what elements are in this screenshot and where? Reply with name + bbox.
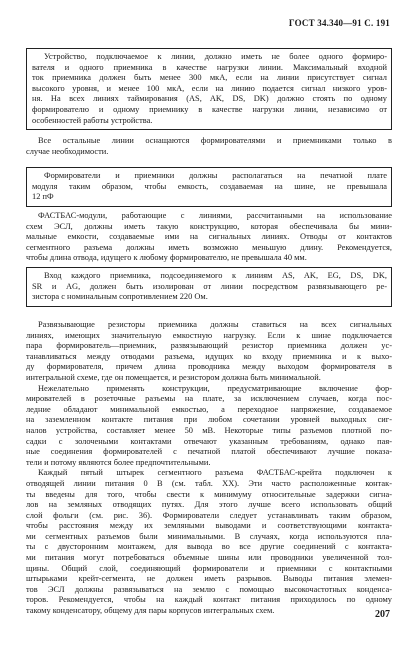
text-line: Вход каждого приемника, подсоединяемого к линиям AS, AK, EG, DS, DK,	[44, 271, 387, 280]
text-line: Устройство, подключаемое к линии, должно иметь не более одного формиро-	[44, 52, 387, 61]
text-line: случае необходимости.	[26, 146, 109, 156]
text-line: мирователей в розеточные разъемы на плате, за исключением случаев, когда пос-	[26, 394, 392, 404]
text-line: налов устройства, составляет менее 50 мВ. Некоторые типы разъемов плотной по-	[26, 425, 392, 435]
page-header: ГОСТ 34.340—91 С. 191	[288, 18, 390, 28]
text-line: линиях, имеющих значительную емкостную нагрузку. Если к шине подключается	[26, 330, 392, 340]
text-line: такому конденсатору, общему для пары корпусов интегральных схем.	[26, 606, 275, 616]
page-number: 207	[375, 609, 390, 620]
text-line: пара формирователь—приемник, развязывающий резистор приемника должен ус-	[26, 341, 392, 351]
boxed-requirement-2	[26, 167, 392, 207]
text-line: высокого уровня, и менее 100 мкА, если на линию подается сигнал низкого уров-	[32, 83, 387, 93]
text-line: слой фольги (см. рис. 36). Формирователи следует устанавливать таким образом,	[26, 510, 392, 520]
text-line: Развязывающие резисторы приемника должны ставиться на всех сигнальных	[38, 320, 392, 329]
text-line: ты с двусторонним монтажем, для вывода во все другие соединений с контакта-	[26, 542, 392, 552]
text-line: тели и потому являются более предпочтительными.	[26, 457, 211, 467]
paragraph-other-lines	[26, 136, 392, 157]
text-line: ледние обладают минимальной емкостью, а переходное напряжение, создаваемое	[26, 404, 392, 414]
boxed-requirement-1	[26, 48, 392, 130]
text-line: ФАСТБАС-модули, работающие с линиями, рассчитанными на использование	[38, 211, 392, 220]
boxed-requirement-3	[26, 267, 392, 307]
text-line: особенностей работы устройства.	[32, 115, 153, 125]
text-line: тов ЭСЛ должны развязываться на землю с помощью высокочастотных конденса-	[26, 584, 392, 594]
text-line: модуля таким образом, чтобы емкость, создаваемая на шине, не превышала	[32, 181, 387, 191]
text-line: ты введены для того, чтобы свести к минимуму относительные задержки сигна-	[26, 489, 392, 499]
paragraph-fastbus-modules	[26, 211, 392, 264]
text-line: ток приемника должен быть менее 300 мкА, если на линии присутствует сигнал	[32, 73, 387, 83]
text-line: чтобы длина отвода, идущего к любому формирователю, не превышала 40 мм.	[26, 253, 307, 263]
paragraph-resistors-and-grounding	[26, 320, 392, 617]
text-line: ду формирователя, причем длина проводника между выходом формирователя в	[26, 362, 392, 372]
text-line: ня. На всех линиях таймирования (AS, AK, DS, DK) должно стоять по одному	[32, 94, 387, 104]
text-line: интегральной схеме, где он помещается, и резистором должна быть минимальной.	[26, 372, 321, 382]
text-line: Каждый пятый штырек сегментного разъема ФАСТБАС-крейта подключен к	[38, 468, 392, 478]
text-line: Нежелательно применять конструкции, предусматривающие включение фор-	[38, 383, 392, 393]
text-line: отводящей линии питания 0 В (см. табл. XX). Эти часто расположенные контак-	[26, 478, 392, 488]
text-line: лов на земляных отводящих путях. Для этого лучше всего использовать общий	[26, 500, 392, 510]
text-line: сегментного разъема должны иметь возможно меньшую длину. Рекомендуется,	[26, 242, 392, 252]
text-line: зистора с номинальным сопротивлением 220 Ом.	[32, 292, 208, 302]
text-line: 12 пФ	[32, 192, 54, 202]
text-line: торов. Рекомендуется, чтобы на каждый контакт питания приходилось по одному	[26, 595, 392, 605]
text-line: ми сегментных разъемов были минимальными. В случаях, когда используются пла-	[26, 531, 392, 541]
text-line: Формирователи и приемники должны располагаться на печатной плате	[44, 171, 387, 180]
text-line: мальные емкости, создаваемые ими на сигнальных линиях. Отводы от контактов	[26, 232, 392, 242]
text-line: ные соединения формирователей с печатной платой обеспечивают лучшие показа-	[26, 447, 392, 457]
text-line: садки с золочеными контактами отвечают указанным требованиям, однако пая-	[26, 436, 392, 446]
text-line: формирователю и одному приемнику в качестве нагрузки линии, независимо от	[32, 104, 387, 114]
text-line: танавливаться между отводами разъема, идущих ко входу приемника и к выхо-	[26, 351, 392, 361]
text-line: Все остальные линии оснащаются формирователями и приемниками только в	[38, 136, 392, 145]
text-line: SR и AG, должен быть изолирован от линии посредством развязывающего ре-	[32, 281, 387, 291]
text-line: щины. Общий слой, соединяющий формирователи и приемники с контактными	[26, 563, 392, 573]
text-line: вателя и одного приемника в качестве нагрузки линии. Максимальный входной	[32, 62, 387, 72]
text-line: чтобы расстояния между их земляными выводами и соответствующими контакта-	[26, 521, 392, 531]
text-line: ми питания могут потребоваться объемные шины или проводники увеличенной тол-	[26, 553, 392, 563]
text-line: на заземленном контакте питания при любом сочетании уровней выходных сиг-	[26, 415, 392, 425]
text-line: штырьками крейт-сегмента, не должен иметь разрывов. Выводы питания элемен-	[26, 574, 392, 584]
text-line: схем ЭСЛ, должны иметь такую конструкцию, которая обеспечивала бы мини-	[26, 221, 392, 231]
